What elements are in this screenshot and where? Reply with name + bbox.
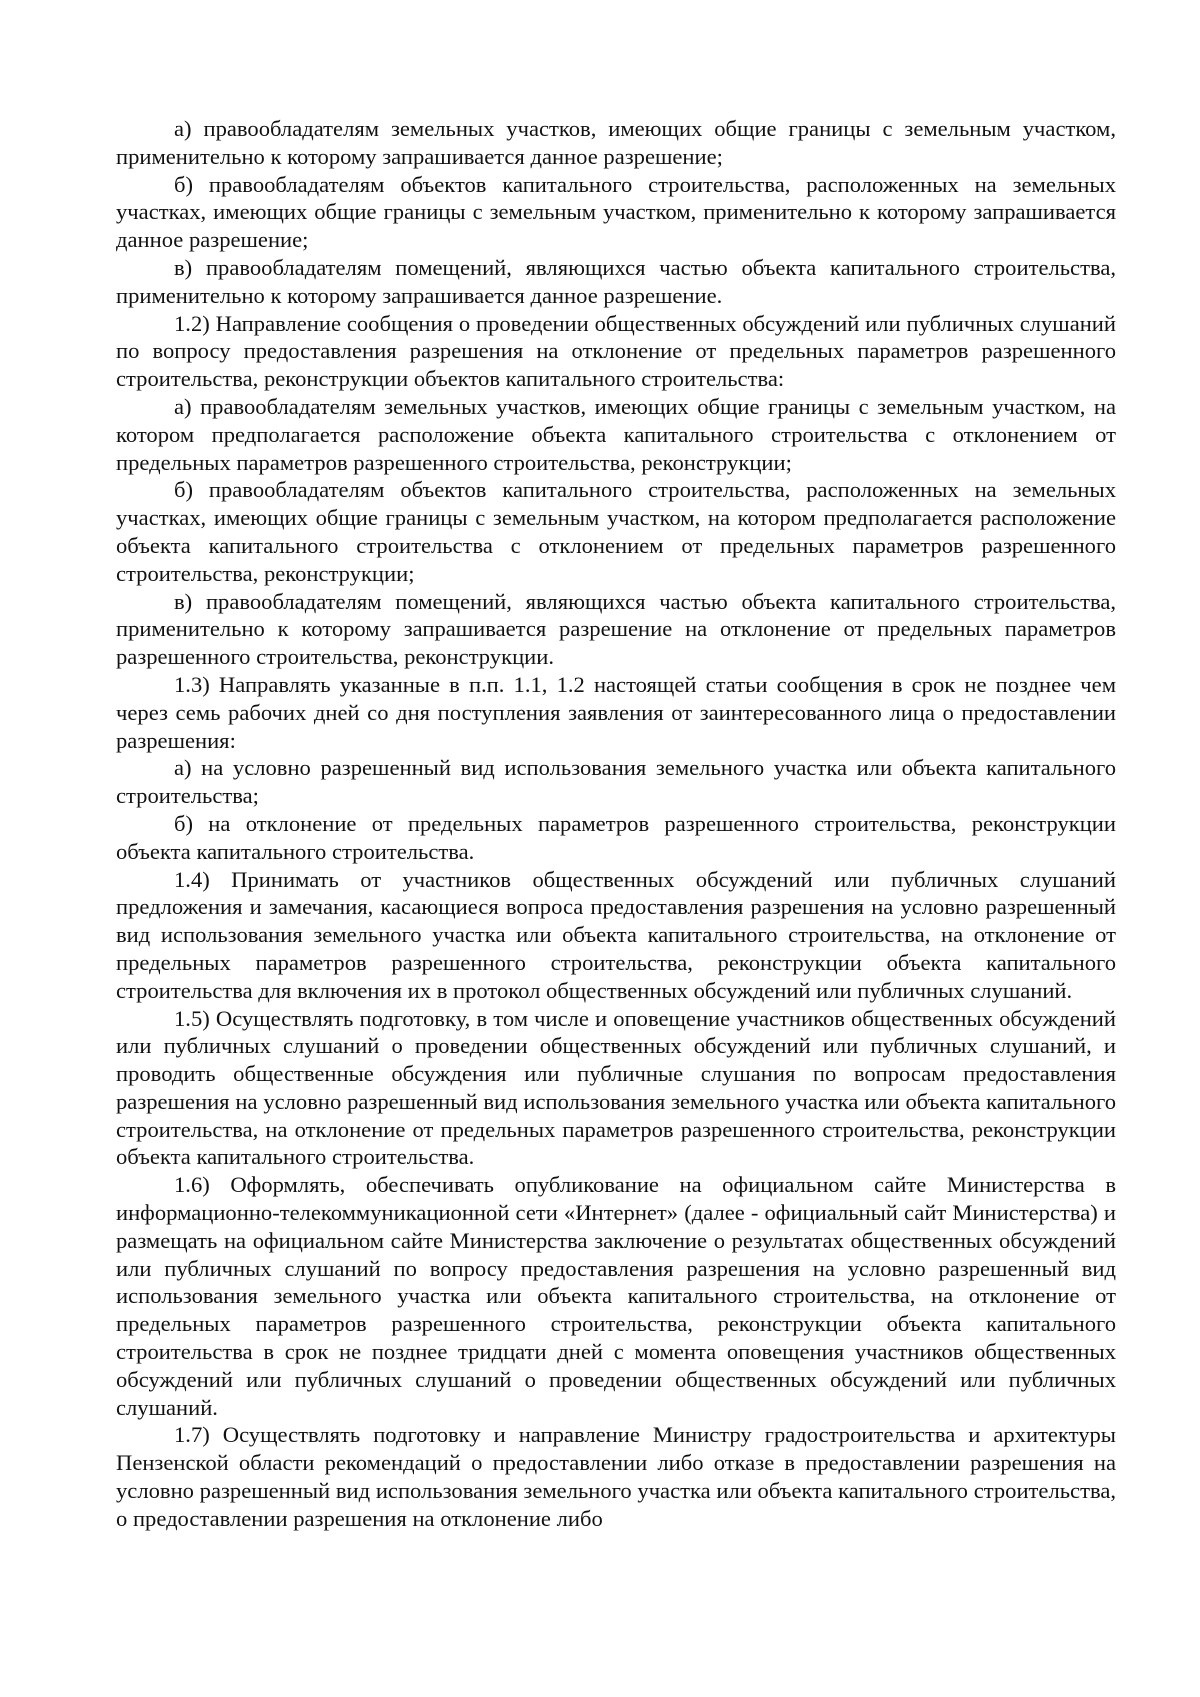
- paragraph-1-3-b: б) на отклонение от предельных параметров разрешенного строительства, реконструкции объекта капитального строительства.: [116, 810, 1116, 864]
- paragraph-1-5: 1.5) Осуществлять подготовку, в том числе и оповещение участников общественных обсуждений или публичных слушаний о проведении общественных обсуждений или публичных слушаний, и проводить общественные обсуждения или публичные слушания по вопросам предоставления разрешения на условно разрешенный вид использования земельного участка или объекта капитального строительства, на отклонение от предельных параметров разрешенного строительства, реконструкции объекта капитального строительства.: [116, 1005, 1116, 1170]
- paragraph-1-3-a: а) на условно разрешенный вид использования земельного участка или объекта капитального строительства;: [116, 755, 1116, 809]
- paragraph-1-1-b: б) правообладателям объектов капитального строительства, расположенных на земельных участках, имеющих общие границы с земельным участком, применительно к которому запрашивается данное разрешение;: [116, 171, 1116, 253]
- paragraph-1-1-v: в) правообладателям помещений, являющихся частью объекта капитального строительства, применительно к которому запрашивается данное разрешение.: [116, 254, 1116, 308]
- paragraph-1-4: 1.4) Принимать от участников общественных обсуждений или публичных слушаний предложения и замечания, касающиеся вопроса предоставления разрешения на условно разрешенный вид использования земельного участка или объекта капитального строительства, на отклонение от предельных параметров разрешенного строительства, реконструкции объекта капитального строительства для включения их в протокол общественных обсуждений или публичных слушаний.: [116, 866, 1116, 1003]
- paragraph-1-2: 1.2) Направление сообщения о проведении общественных обсуждений или публичных слушаний по вопросу предоставления разрешения на отклонение от предельных параметров разрешенного строительства, реконструкции объектов капитального строительства:: [116, 310, 1116, 392]
- paragraph-1-2-b: б) правообладателям объектов капитального строительства, расположенных на земельных участках, имеющих общие границы с земельным участком, на котором предполагается расположение объекта капитального строительства с отклонением от предельных параметров разрешенного строительства, реконструкции;: [116, 477, 1116, 586]
- paragraph-1-7: 1.7) Осуществлять подготовку и направление Министру градостроительства и архитектуры Пензенской области рекомендаций о предоставлении либо отказе в предоставлении разрешения на условно разрешенный вид использования земельного участка или объекта капитального строительства, о предоставлении разрешения на отклонение либо: [116, 1422, 1116, 1531]
- paragraph-1-2-a: а) правообладателям земельных участков, имеющих общие границы с земельным участком, на котором предполагается расположение объекта капитального строительства с отклонением от предельных параметров разрешенного строительства, реконструкции;: [116, 393, 1116, 475]
- paragraph-1-6: 1.6) Оформлять, обеспечивать опубликование на официальном сайте Министерства в информационно-телекоммуникационной сети «Интернет» (далее - официальный сайт Министерства) и размещать на официальном сайте Министерства заключение о результатах общественных обсуждений или публичных слушаний по вопросу предоставления разрешения на условно разрешенный вид использования земельного участка или объекта капитального строительства, на отклонение от предельных параметров разрешенного строительства, реконструкции объекта капитального строительства в срок не позднее тридцати дней с момента оповещения участников общественных обсуждений или публичных слушаний о проведении общественных обсуждений или публичных слушаний.: [116, 1172, 1116, 1420]
- document-page: [116, 115, 1116, 1533]
- paragraph-1-1-a: а) правообладателям земельных участков, имеющих общие границы с земельным участком, применительно к которому запрашивается данное разрешение;: [116, 116, 1116, 169]
- paragraph-1-3: 1.3) Направлять указанные в п.п. 1.1, 1.2 настоящей статьи сообщения в срок не позднее чем через семь рабочих дней со дня поступления заявления от заинтересованного лица о предоставлении разрешения:: [116, 671, 1116, 753]
- paragraph-1-2-v: в) правообладателям помещений, являющихся частью объекта капитального строительства, применительно к которому запрашивается разрешение на отклонение от предельных параметров разрешенного строительства, реконструкции.: [116, 588, 1116, 670]
